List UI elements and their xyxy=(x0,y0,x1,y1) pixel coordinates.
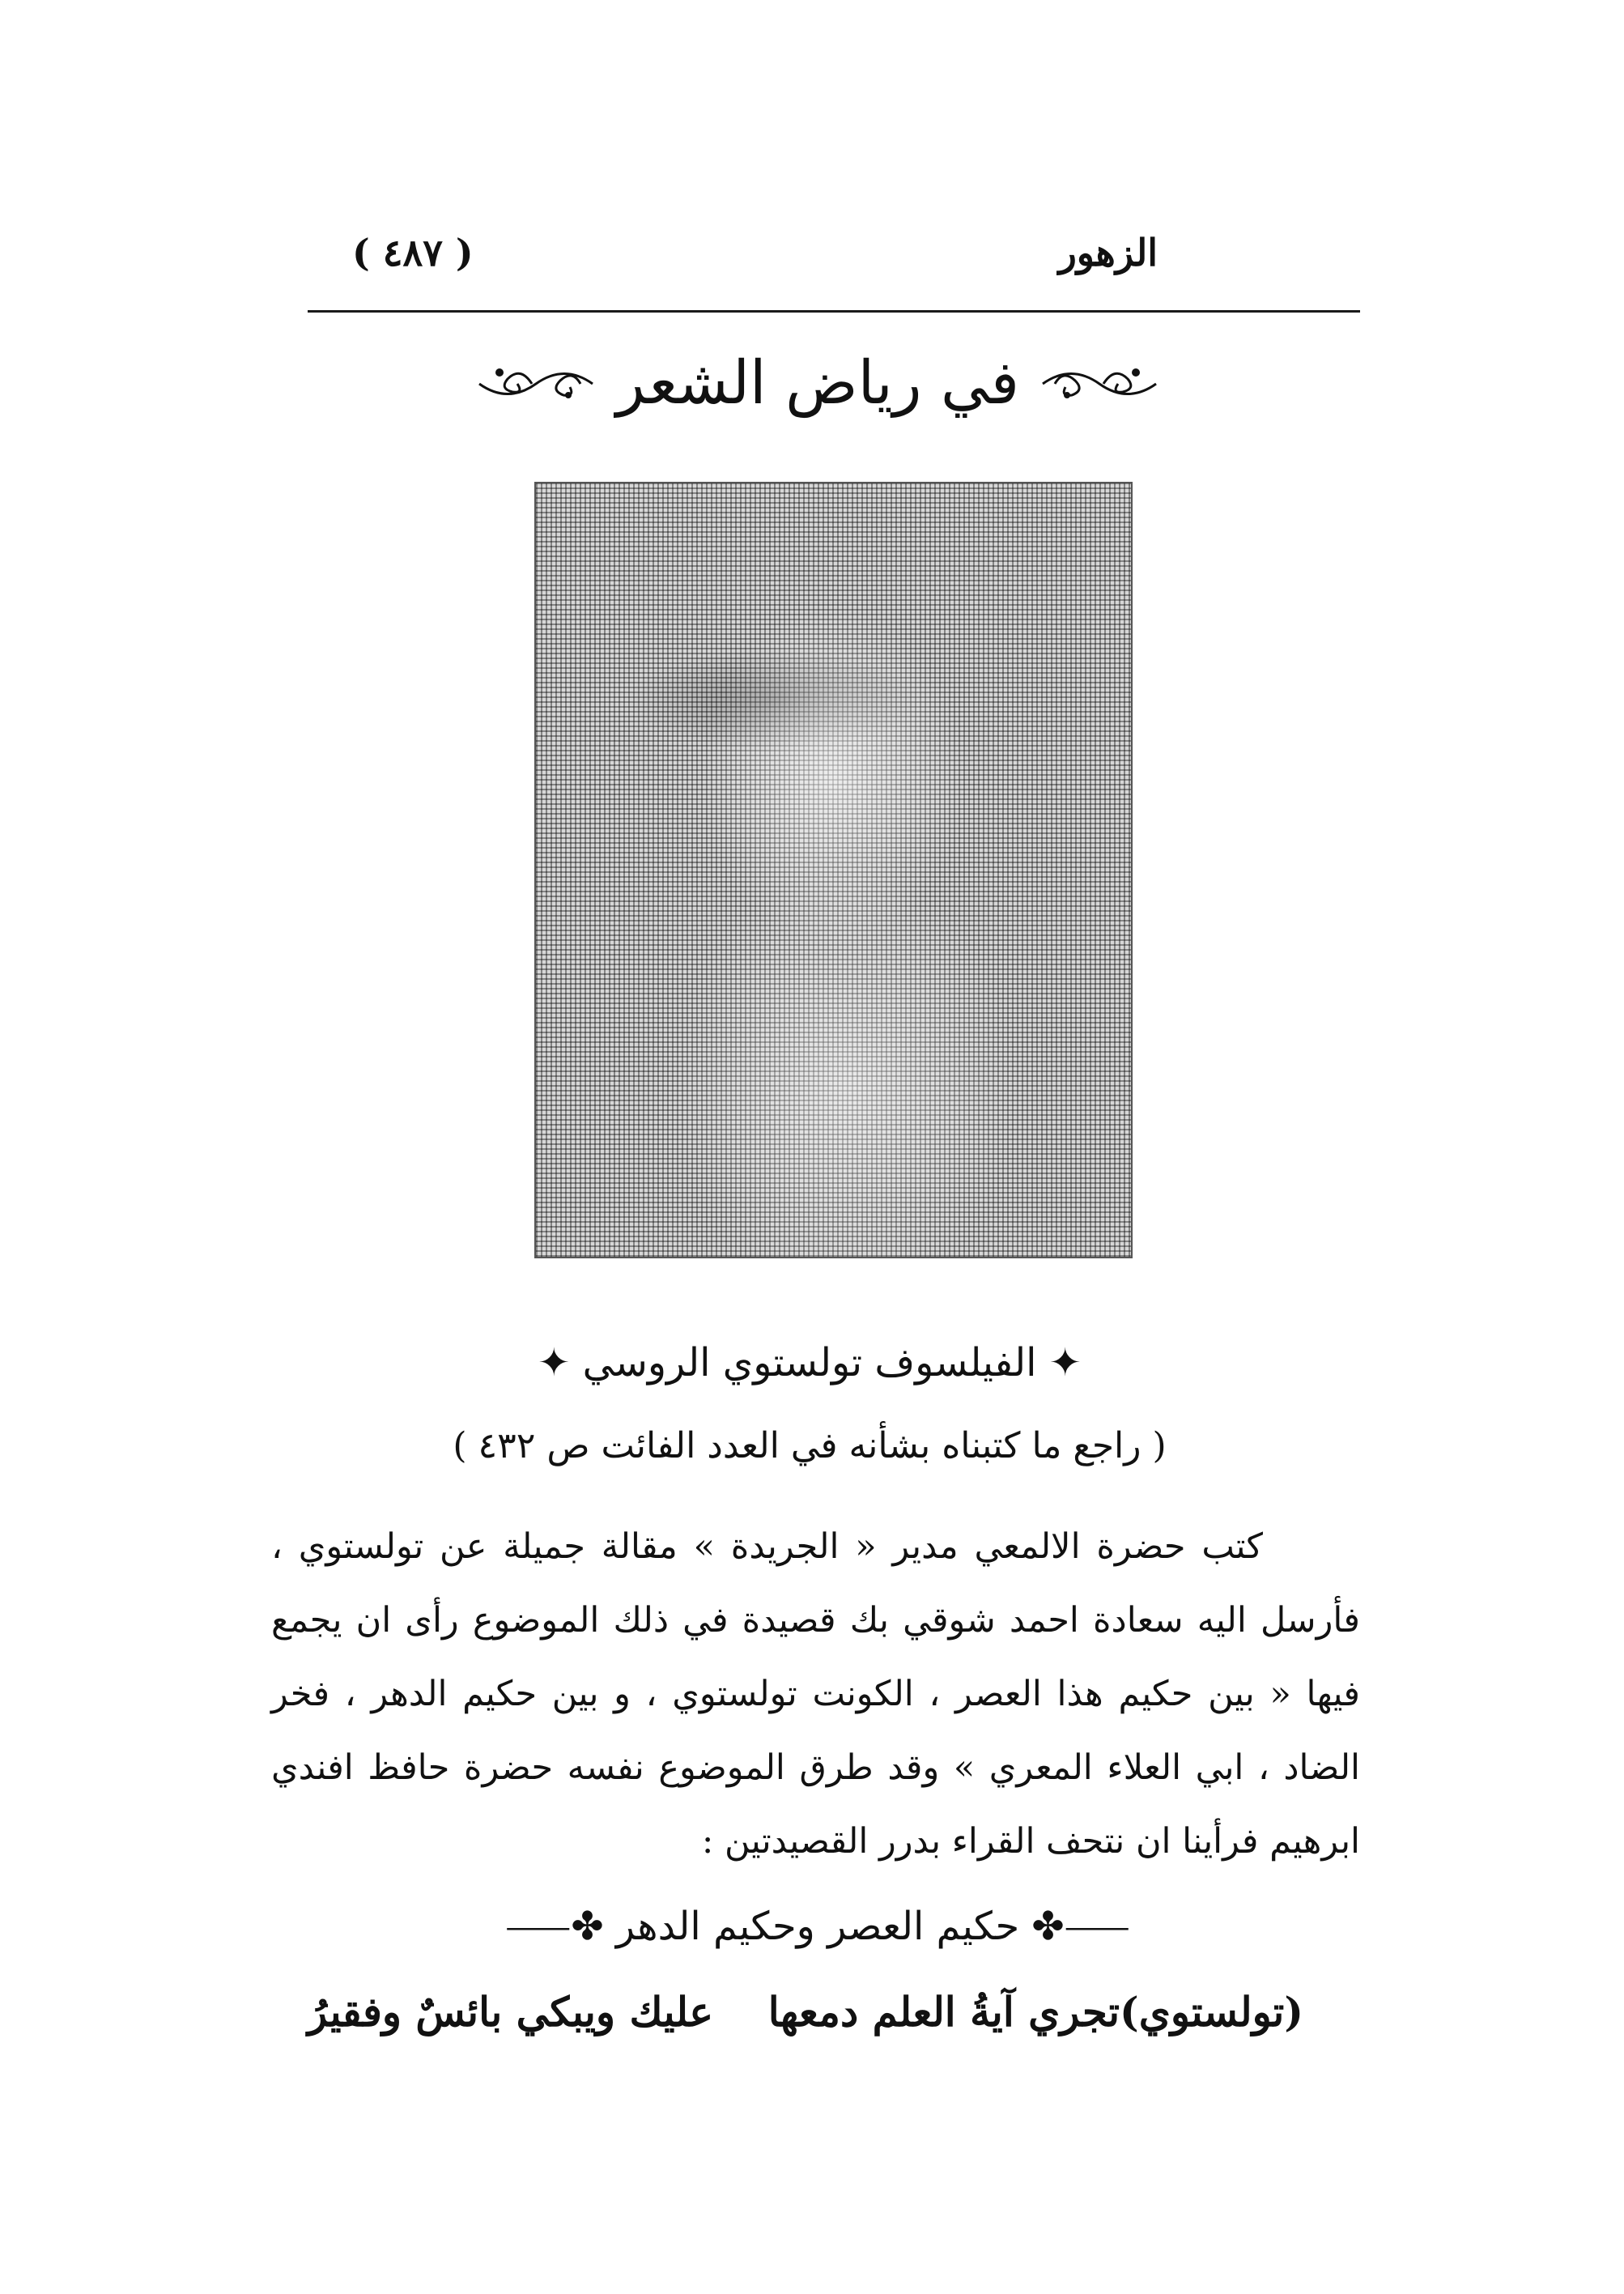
poem-heading xyxy=(453,1895,1182,1951)
star-left-icon: ✦ xyxy=(538,1340,571,1385)
ornament-left-icon xyxy=(475,353,597,423)
flourish-right-icon: ⸺✤ xyxy=(1019,1904,1130,1949)
section-title: في رياض الشعر xyxy=(615,348,1020,418)
body-paragraph: كتب حضرة الالمعي مدير « الجريدة » مقالة جميلة عن تولستوي ، فأرسل اليه سعادة احمد شوقي بك قصيدة في ذلك الموضوع رأى ان يجمع فيها « بين حكيم هذا العصر ، الكونت تولستوي ، و بين حكيم الدهر ، فخر الضاد ، ابي العلاء المعري » وقد طرق الموضوع نفسه حضرة حافظ افندي ابرهيم فرأينا ان نتحف القراء بدرر القصيدتين : xyxy=(271,1526,1360,1862)
caption-text: الفيلسوف تولستوي الروسي xyxy=(582,1340,1037,1385)
journal-title: الزهور xyxy=(1058,231,1158,275)
flourish-left-icon: ✤⸺ xyxy=(505,1904,604,1949)
verse-first-hemistich: (تولستوي)تجري آيةُ العلم دمعها xyxy=(767,1988,1303,2036)
ornament-right-icon xyxy=(1039,353,1160,423)
verse-second-hemistich: عليك ويبكي بائسٌ وفقيرُ xyxy=(308,1988,714,2036)
caption-reference-note: ( راجع ما كتبناه بشأنه في العدد الفائت ص ٤٣٢ ) xyxy=(453,1425,1167,1466)
page-number: ( ٤٨٧ ) xyxy=(352,231,474,275)
body-paragraph-block xyxy=(271,1510,1360,1879)
portrait-caption xyxy=(405,1340,1214,1385)
running-header xyxy=(308,231,1360,304)
poem-title: حكيم العصر وحكيم الدهر xyxy=(615,1904,1020,1949)
star-right-icon: ✦ xyxy=(1036,1340,1082,1385)
section-heading xyxy=(453,348,1182,445)
header-divider xyxy=(308,310,1360,313)
portrait-photo xyxy=(534,482,1133,1258)
